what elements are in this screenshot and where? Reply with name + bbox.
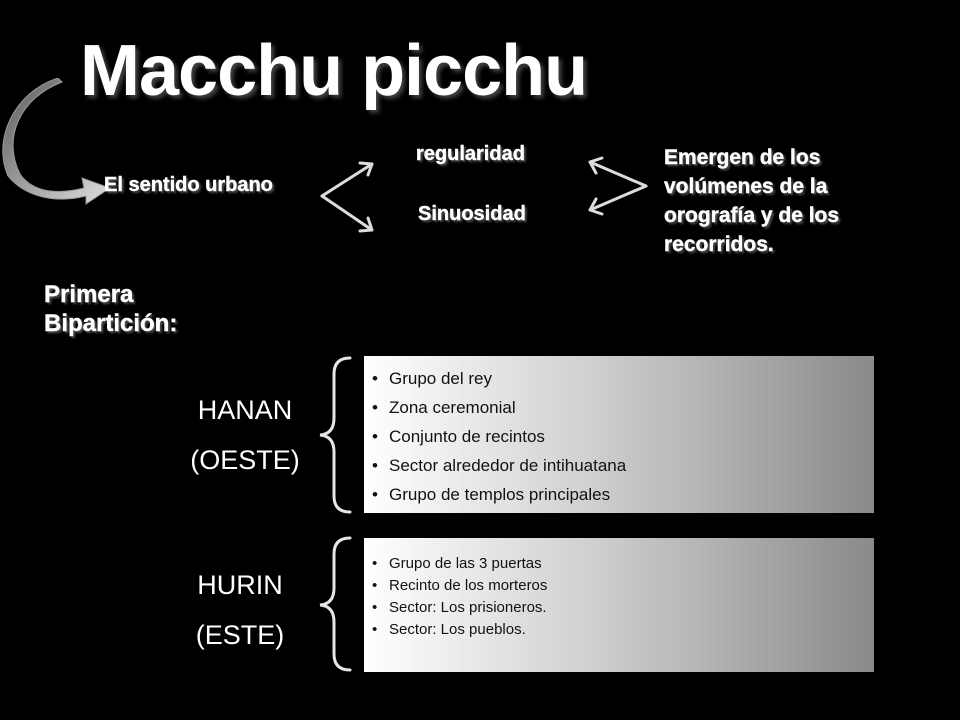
list-item-text: Grupo de templos principales: [389, 485, 611, 504]
list-item-text: Conjunto de recintos: [389, 427, 545, 446]
bullet-icon: •: [372, 485, 378, 504]
curved-arrow-icon: [0, 78, 112, 208]
sentido-urbano-label: El sentido urbano: [104, 174, 273, 196]
emergen-line: orografía y de los: [664, 204, 840, 227]
list-item-text: Zona ceremonial: [389, 398, 516, 417]
hanan-list: [372, 364, 626, 509]
slide-title: Macchu picchu: [80, 31, 588, 111]
bullet-icon: •: [372, 577, 378, 594]
hanan-label: [180, 385, 310, 485]
list-item: [372, 575, 547, 597]
emergen-line: recorridos.: [664, 233, 774, 256]
list-item-text: Grupo de las 3 puertas: [389, 555, 542, 572]
hanan-list-box: [364, 356, 874, 513]
list-item: [372, 597, 547, 619]
list-item: [372, 480, 626, 509]
bullet-icon: •: [372, 369, 378, 388]
bullet-icon: •: [372, 599, 378, 616]
list-item-text: Sector alrededor de intihuatana: [389, 456, 627, 475]
list-item-text: Sector: Los prisioneros.: [389, 599, 547, 616]
hanan-label-line: HANAN: [197, 395, 293, 425]
list-item-text: Sector: Los pueblos.: [389, 621, 526, 638]
list-item: [372, 619, 547, 641]
bullet-icon: •: [372, 621, 378, 638]
particion-heading-line: Primera: [44, 281, 134, 308]
bullet-icon: •: [372, 456, 378, 475]
list-item: [372, 393, 626, 422]
list-item: [372, 451, 626, 480]
emergen-line: volúmenes de la: [664, 175, 828, 198]
particion-heading-line: Bipartición:: [44, 310, 178, 337]
hanan-label-line: (OESTE): [190, 445, 300, 475]
hurin-list-box: [364, 538, 874, 672]
fork-arrows-icon: [318, 158, 380, 238]
list-item: [372, 553, 547, 575]
regularidad-label: regularidad: [416, 143, 525, 165]
sinuosidad-label: Sinuosidad: [418, 203, 526, 225]
list-item-text: Grupo del rey: [389, 369, 492, 388]
curly-brace-icon: [314, 534, 354, 674]
emergen-line: Emergen de los: [664, 146, 821, 169]
bullet-icon: •: [372, 555, 378, 572]
bullet-icon: •: [372, 427, 378, 446]
hurin-label-line: HURIN: [197, 570, 283, 600]
hurin-label-line: (ESTE): [195, 620, 285, 650]
list-item: [372, 364, 626, 393]
list-item-text: Recinto de los morteros: [389, 577, 548, 594]
list-item: [372, 422, 626, 451]
curly-brace-icon: [314, 354, 354, 516]
hurin-label: [175, 560, 305, 660]
bullet-icon: •: [372, 398, 378, 417]
hurin-list: [372, 553, 547, 641]
particion-heading: [44, 280, 244, 338]
converge-arrows-icon: [582, 152, 652, 218]
emergen-note: [664, 143, 894, 259]
